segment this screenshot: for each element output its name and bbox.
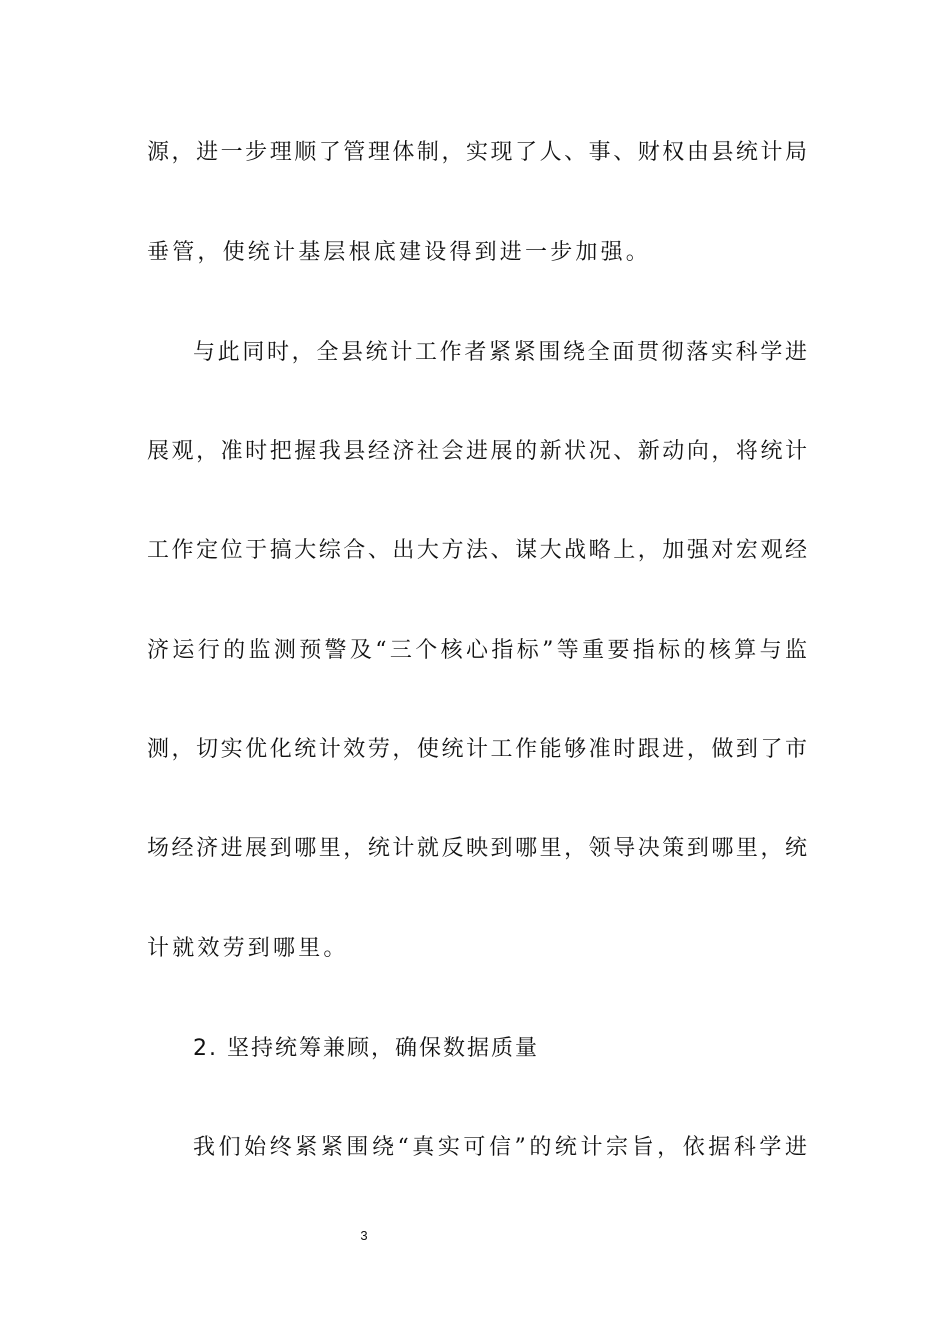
paragraph-line-9: 计就效劳到哪里。	[147, 936, 349, 961]
section-heading: 2. 坚持统筹兼顾，确保数据质量	[193, 1036, 539, 1061]
paragraph-line-1: 源，进一步理顺了管理体制，实现了人、事、财权由县统计局	[147, 140, 807, 165]
paragraph-line-8: 场经济进展到哪里，统计就反映到哪里，领导决策到哪里，统	[147, 836, 807, 861]
page-number: 3	[360, 1228, 368, 1243]
paragraph-line-2: 垂管，使统计基层根底建设得到进一步加强。	[147, 240, 652, 265]
paragraph-line-7: 测，切实优化统计效劳，使统计工作能够准时跟进，做到了市	[147, 737, 807, 762]
paragraph-line-4: 展观，准时把握我县经济社会进展的新状况、新动向，将统计	[147, 439, 807, 464]
paragraph-line-11: 我们始终紧紧围绕“真实可信”的统计宗旨，依据科学进	[193, 1135, 807, 1160]
paragraph-line-3: 与此同时，全县统计工作者紧紧围绕全面贯彻落实科学进	[193, 340, 807, 365]
paragraph-line-5: 工作定位于搞大综合、出大方法、谋大战略上，加强对宏观经	[147, 538, 807, 563]
paragraph-line-6: 济运行的监测预警及“三个核心指标”等重要指标的核算与监	[147, 638, 807, 663]
